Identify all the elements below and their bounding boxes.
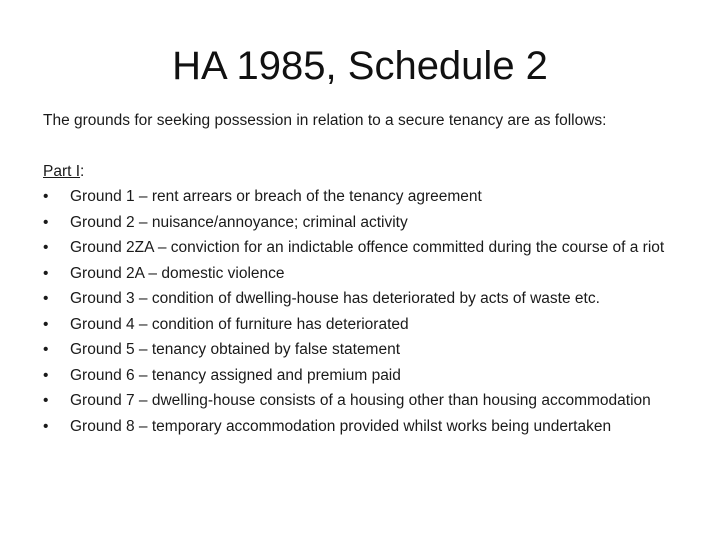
intro-text: The grounds for seeking possession in relation to a secure tenancy are as follows: [43,112,607,129]
ground-text: Ground 6 – tenancy assigned and premium paid [70,366,401,384]
list-item [43,314,683,335]
ground-text: Ground 7 – dwelling-house consists of a housing other than housing accommodation [70,392,651,409]
bullet-icon: • [43,341,49,358]
bullet-icon: • [43,213,49,231]
part-heading [43,161,84,183]
ground-text: Ground 2ZA – conviction for an indictable offence committed during the course of a riot [70,239,665,256]
list-item [43,263,683,284]
list-item [43,237,683,258]
slide-title: HA 1985, Schedule 2 [172,44,548,88]
bullet-icon: • [43,188,49,205]
grounds-list [43,186,683,441]
ground-text: Ground 4 – condition of furniture has deteriorated [70,315,409,333]
ground-text: Ground 1 – rent arrears or breach of the tenancy agreement [70,188,482,205]
ground-text: Ground 5 – tenancy obtained by false statement [70,341,401,358]
part-colon: : [80,163,85,180]
list-item [43,186,683,207]
list-item [43,212,683,233]
bullet-icon: • [43,366,49,384]
ground-text: Ground 8 – temporary accommodation provided whilst works being undertaken [70,417,612,435]
bullet-icon: • [43,264,49,282]
list-item [43,339,683,360]
ground-text: Ground 2 – nuisance/annoyance; criminal activity [70,213,408,231]
bullet-icon: • [43,290,49,307]
list-item [43,365,683,386]
list-item [43,288,683,309]
list-item [43,390,683,411]
list-item [43,416,683,437]
bullet-icon: • [43,417,49,435]
ground-text: Ground 2A – domestic violence [70,264,285,282]
ground-text: Ground 3 – condition of dwelling-house has deteriorated by acts of waste etc. [70,290,600,307]
bullet-icon: • [43,239,49,256]
bullet-icon: • [43,315,49,333]
part-label: Part I [43,163,81,180]
bullet-icon: • [43,392,49,409]
